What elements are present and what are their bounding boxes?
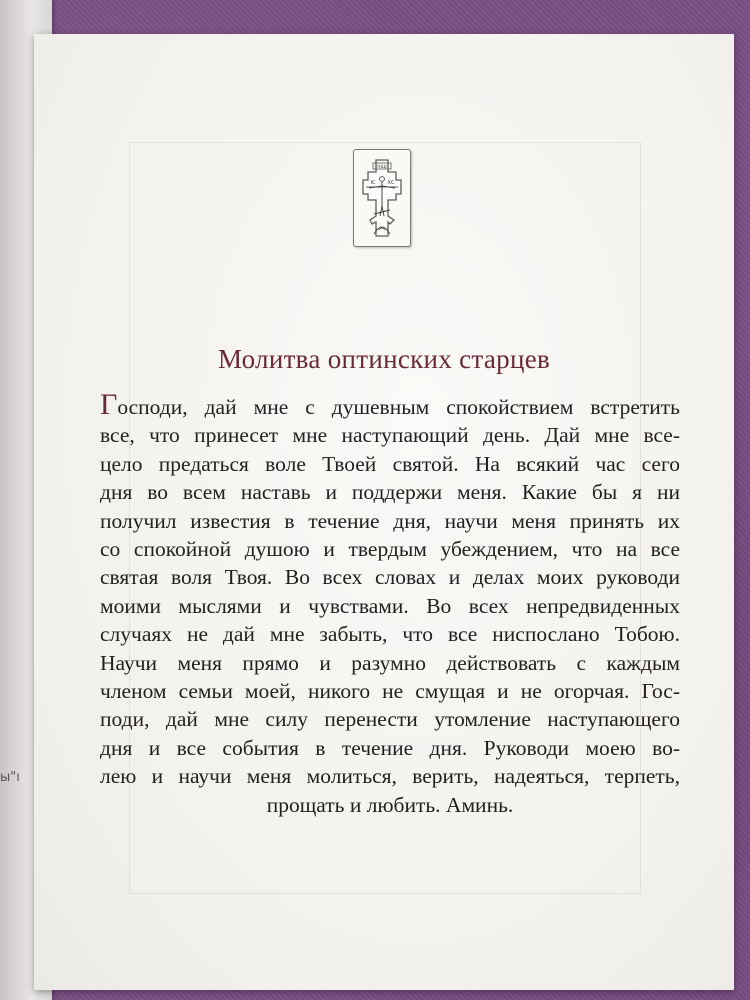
cross-letters-left: ІС [370,180,376,186]
prayer-last-line: прощать и любить. Аминь. [266,792,514,817]
prayer-line-text: осподи, дай мне с душевным спокойствием встретить [117,395,680,419]
prayer-line: лею и научи меня молиться, верить, надеяться, терпеть, [100,764,680,789]
prayer-title: Молитва оптинских старцев [217,344,551,374]
prayer-line: членом семьи моей, никого не смущая и не огорчая. Гос- [100,679,680,704]
prayer-line: получил известия в течение дня, научи меня принять их [100,508,680,533]
prayer-line [100,388,680,421]
cross-letters-right: ХС [387,180,395,186]
prayer-line: дня и все события в течение дня. Руководи моею во- [100,735,680,760]
underlying-page-edge-text: ы"ı [0,770,20,785]
prayer-line: случаях не дай мне забыть, что все ниспослано Тобою. [100,622,680,647]
orthodox-cross-icon [353,149,411,247]
prayer-line: дня во всем наставь и поддержи меня. Какие бы я ни [100,480,680,505]
prayer-text [100,388,680,819]
prayer-line: со спокойной душою и твердым убеждением, что на все [100,537,680,562]
prayer-line: святая воля Твоя. Во всех словах и делах моих руководи [100,565,680,590]
prayer-line: цело предаться воле Твоей святой. На всякий час сего [100,451,680,476]
prayer-line: все, что принесет мне наступающий день. Дай мне все- [100,423,680,448]
prayer-initial-letter: Г [100,388,118,421]
prayer-line: моими мыслями и чувствами. Во всех непредвиденных [100,593,680,618]
cross-inscription: ІНЦІ [377,165,387,170]
prayer-line: поди, дай мне силу перенести утомление наступающего [100,707,680,732]
book-page [34,34,734,990]
prayer-line: Научи меня прямо и разумно действовать с каждым [100,650,680,675]
